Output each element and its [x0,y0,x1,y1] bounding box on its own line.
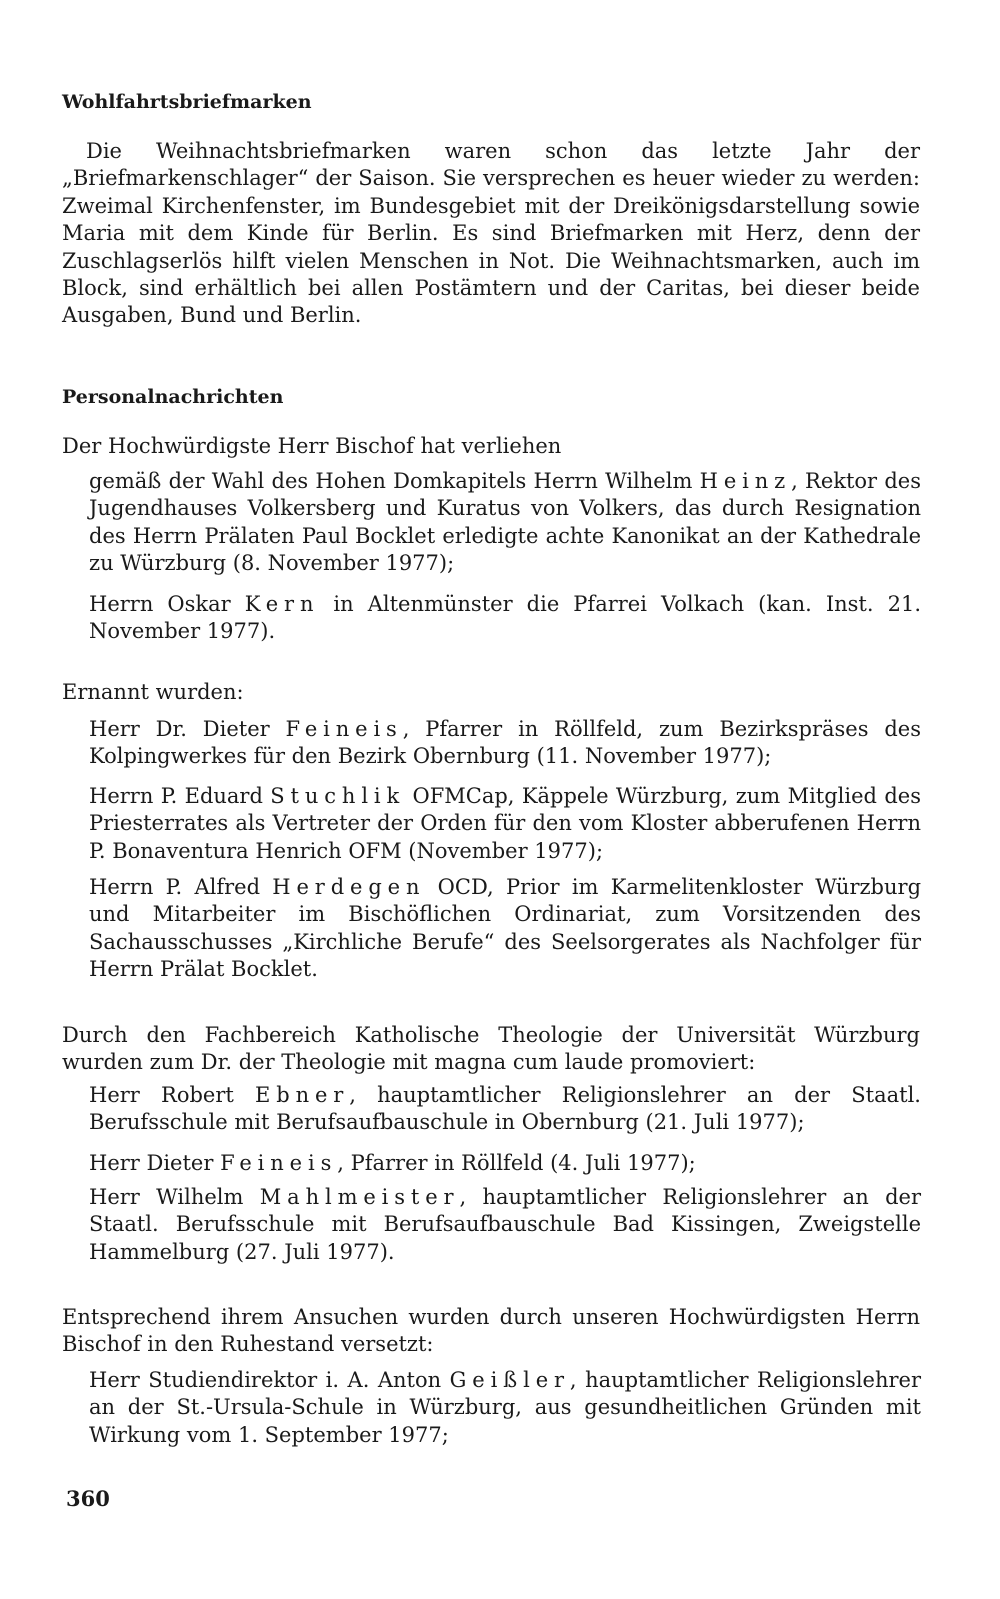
entry-post: , hauptamtlicher Religionslehrer an der St.-Ursula-Schule in Würzburg, aus gesundheitlichen Gründen mit Wirkung vom 1. September 1977; [89,1368,921,1447]
entry-pre: Herrn Oskar [89,592,245,616]
entry-post: OCD, Prior im Karmelitenkloster Würzburg und Mitarbeiter im Bischöflichen Ordinariat, zum Vorsitzenden des Sachausschusses „Kirchliche Berufe“ des Seelsorgerates als Nachfolger für Herrn Prälat Bocklet. [89,875,922,982]
entry-pre: Herr Dr. Dieter [89,717,286,741]
intro-verliehen: Der Hochwürdigste Herr Bischof hat verliehen [62,434,562,458]
entry-pre: Herr Dieter [89,1151,221,1175]
person-name: Mahlmeister [259,1185,460,1209]
page-number: 360 [66,1486,110,1511]
entry-post: , Pfarrer in Röllfeld (4. Juli 1977); [337,1151,696,1175]
intro-ruhestand: Entsprechend ihrem Ansuchen wurden durch unseren Hochwürdigsten Herrn Bischof in den Ruhestand versetzt: [62,1305,920,1357]
entry-post: , Pfarrer in Röllfeld, zum Bezirkspräses des Kolpingwerkes für den Bezirk Obernburg (11. November 1977); [89,717,921,769]
entry-verliehen-kern [89,591,921,646]
entry-promoviert-ebner [89,1082,921,1137]
entry-post: OFMCap, Käppele Würzburg, zum Mitglied des Priesterrates als Vertreter der Orden für den vom Kloster abberufenen Herrn P. Bonaventura Henrich OFM (November 1977); [89,784,921,863]
entry-pre: Herr Robert [89,1083,256,1107]
entry-promoviert-mahlmeister [89,1184,921,1266]
person-name: Stuchlik [270,784,406,808]
entry-pre: Herrn P. Eduard [89,784,271,808]
entry-verliehen-heinz [89,468,921,578]
section-heading-wohlfahrtsbriefmarken: Wohlfahrtsbriefmarken [62,91,312,113]
entry-pre: gemäß der Wahl des Hohen Domkapitels Herrn Wilhelm [89,469,700,493]
intro-ernannt: Ernannt wurden: [62,680,244,704]
entry-promoviert-feineis [89,1150,921,1177]
person-name: Heinz [699,469,792,493]
entry-post: , hauptamtlicher Religionslehrer an der Staatl. Berufsschule mit Berufsaufbauschule Bad Kissingen, Zweigstelle Hammelburg (27. Juli 1977). [89,1185,921,1264]
entry-ernannt-stuchlik [89,783,921,865]
entry-pre: Herrn P. Alfred [89,875,273,899]
person-name: Ebner [255,1083,350,1107]
person-name: Kern [244,592,320,616]
entry-pre: Herr Studiendirektor i. A. Anton [89,1368,450,1392]
entry-ruhestand-geissler [89,1367,921,1449]
person-name: Feineis [285,717,403,741]
section-heading-personalnachrichten: Personalnachrichten [62,386,284,408]
entry-pre: Herr Wilhelm [89,1185,260,1209]
person-name: Feineis [220,1151,338,1175]
entry-post: , hauptamtlicher Religionslehrer an der Staatl. Berufsschule mit Berufsaufbauschule in Obernburg (21. Juli 1977); [89,1083,921,1135]
person-name: Herdegen [272,875,426,899]
entry-ernannt-feineis [89,716,921,771]
entry-post: in Altenmünster die Pfarrei Volkach (kan. Inst. 21. November 1977). [89,592,921,644]
paragraph-wohlfahrtsbriefmarken: Die Weihnachtsbriefmarken waren schon das letzte Jahr der „Briefmarkenschlager“ der Saison. Sie versprechen es heuer wieder zu werden: Zweimal Kirchenfenster, im Bundesgebiet mit der Dreikönigsdarstellung sowie Maria mit dem Kinde für Berlin. Es sind Briefmarken mit Herz, denn der Zuschlagserlös hilft vielen Menschen in Not. Die Weihnachtsmarken, auch im Block, sind erhältlich bei allen Postämtern und der Caritas, bei dieser beide Ausgaben, Bund und Berlin. [62,139,920,328]
entry-post: , Rektor des Jugendhauses Volkersberg und Kuratus von Volkers, das durch Resignation des Herrn Prälaten Paul Bocklet erledigte achte Kanonikat an der Kathedrale zu Würzburg (8. November 1977); [89,469,921,576]
entry-ernannt-herdegen [89,874,921,984]
person-name: Geißler [449,1368,570,1392]
intro-promoviert: Durch den Fachbereich Katholische Theologie der Universität Würzburg wurden zum Dr. der Theologie mit magna cum laude promoviert: [62,1023,920,1075]
